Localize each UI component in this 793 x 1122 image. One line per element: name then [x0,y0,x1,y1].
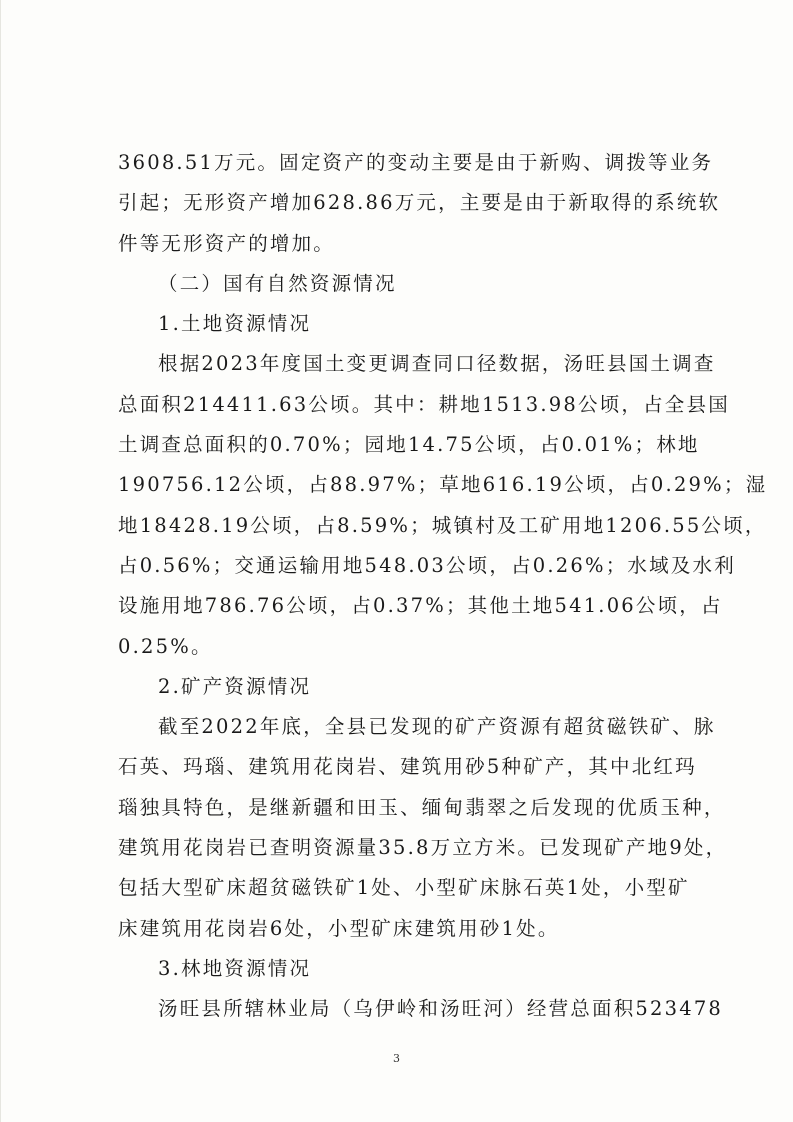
text-line: 引起；无形资产增加628.86万元，主要是由于新取得的系统软 [118,191,721,215]
text-line: 件等无形资产的增加。 [118,231,336,255]
section-heading: （二）国有自然资源情况 [158,271,397,295]
text-line: 土调查总面积的0.70%；园地14.75公顷，占0.01%；林地 [118,433,700,457]
text-line: 石英、玛瑙、建筑用花岗岩、建筑用砂5种矿产，其中北红玛 [118,755,697,779]
subsection-heading: 2.矿产资源情况 [158,674,312,698]
text-line: 0.25%。 [118,634,213,658]
text-line: 瑙独具特色，是继新疆和田玉、缅甸翡翠之后发现的优质玉种， [118,795,726,819]
text-line: 占0.56%；交通运输用地548.03公顷，占0.26%；水域及水利 [118,553,736,577]
text-line: 包括大型矿床超贫磁铁矿1处、小型矿床脉石英1处，小型矿 [118,876,690,900]
text-line: 截至2022年底，全县已发现的矿产资源有超贫磁铁矿、脉 [158,715,716,739]
text-line: 总面积214411.63公顷。其中：耕地1513.98公顷，占全县国 [118,392,730,416]
text-line: 建筑用花岗岩已查明资源量35.8万立方米。已发现矿产地9处， [118,836,728,860]
text-line: 190756.12公顷，占88.97%；草地616.19公顷，占0.29%；湿 [118,473,768,497]
scan-edge-left [0,0,1,1122]
text-line: 汤旺县所辖林业局（乌伊岭和汤旺河）经营总面积523478 [158,997,724,1021]
page-number: 3 [393,1052,400,1065]
subsection-heading: 1.土地资源情况 [158,312,312,336]
text-line: 地18428.19公顷，占8.59%；城镇村及工矿用地1206.55公顷， [118,513,767,537]
text-line: 设施用地786.76公顷，占0.37%；其他土地541.06公顷，占 [118,594,723,618]
text-line: 床建筑用花岗岩6处，小型矿床建筑用砂1处。 [118,916,560,940]
body-text [118,143,768,1030]
subsection-heading: 3.林地资源情况 [158,956,312,980]
text-line: 3608.51万元。固定资产的变动主要是由于新购、调拨等业务 [118,151,714,174]
text-line: 根据2023年度国土变更调查同口径数据，汤旺县国土调查 [158,352,716,376]
